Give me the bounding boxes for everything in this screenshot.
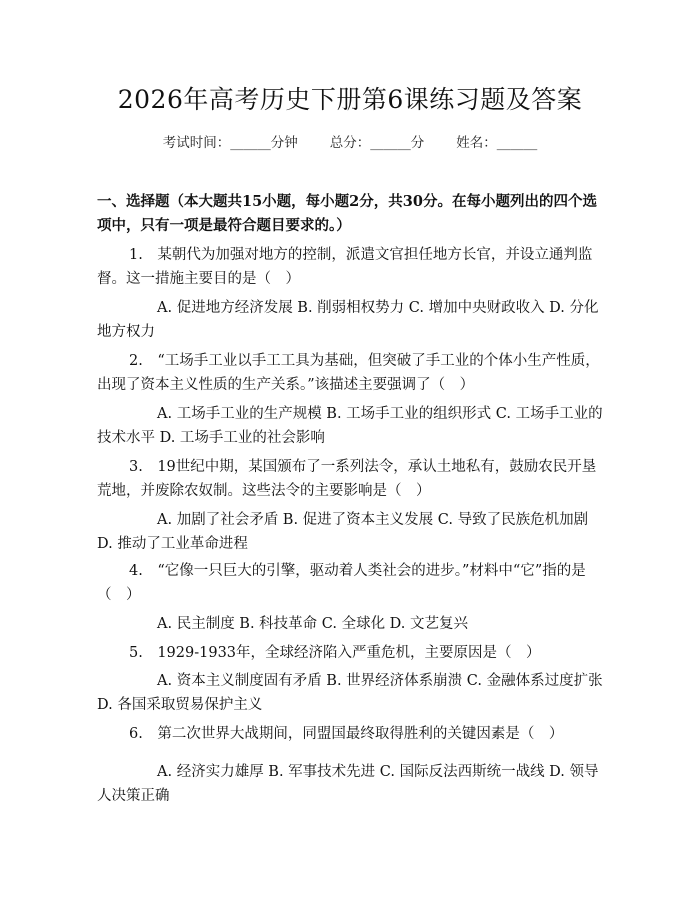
page-title: 2026年高考历史下册第6课练习题及答案: [117, 85, 583, 114]
student-name-field: 姓名：______: [456, 135, 538, 151]
question-5-options: A. 资本主义制度固有矛盾 B. 世界经济体系崩溃 C. 金融体系过度扩张 D. 各国采取贸易保护主义: [97, 673, 603, 713]
question-2-stem: 2. “工场手工业以手工工具为基础，但突破了手工业的个体小生产性质，出现了资本主义性质的生产关系。”该描述主要强调了（ ）: [97, 353, 600, 393]
question-2-options: A. 工场手工业的生产规模 B. 工场手工业的组织形式 C. 工场手工业的技术水平 D. 工场手工业的社会影响: [97, 406, 603, 446]
question-3-options: A. 加剧了社会矛盾 B. 促进了资本主义发展 C. 导致了民族危机加剧 D. 推动了工业革命进程: [97, 512, 589, 552]
total-score-field: 总分：______分: [329, 135, 425, 151]
question-4-stem: 4. “它像一只巨大的引擎，驱动着人类社会的进步。”材料中“它”指的是（ ）: [97, 563, 586, 603]
exam-info-line: [0, 131, 700, 151]
section-heading: 一、选择题（本大题共15小题，每小题2分，共30分。在每小题列出的四个选项中，只有一项是最符合题目要求的。）: [97, 193, 597, 234]
question-4-options: A. 民主制度 B. 科技革命 C. 全球化 D. 文艺复兴: [157, 616, 469, 632]
exam-time-field: 考试时间：______分钟: [162, 135, 298, 151]
question-1-options: A. 促进地方经济发展 B. 削弱相权势力 C. 增加中央财政收入 D. 分化地方权力: [97, 300, 599, 340]
question-1-stem: 1. 某朝代为加强对地方的控制，派遣文官担任地方长官，并设立通判监督。这一措施主要目的是（ ）: [97, 247, 593, 287]
question-6-options: A. 经济实力雄厚 B. 军事技术先进 C. 国际反法西斯统一战线 D. 领导人决策正确: [97, 764, 599, 804]
question-5-stem: 5. 1929-1933年，全球经济陷入严重危机，主要原因是（ ）: [129, 645, 541, 661]
question-6-stem: 6. 第二次世界大战期间，同盟国最终取得胜利的关键因素是（ ）: [129, 726, 564, 742]
question-3-stem: 3. 19世纪中期，某国颁布了一系列法令，承认土地私有，鼓励农民开垦荒地，并废除农奴制。这些法令的主要影响是（ ）: [97, 459, 597, 499]
